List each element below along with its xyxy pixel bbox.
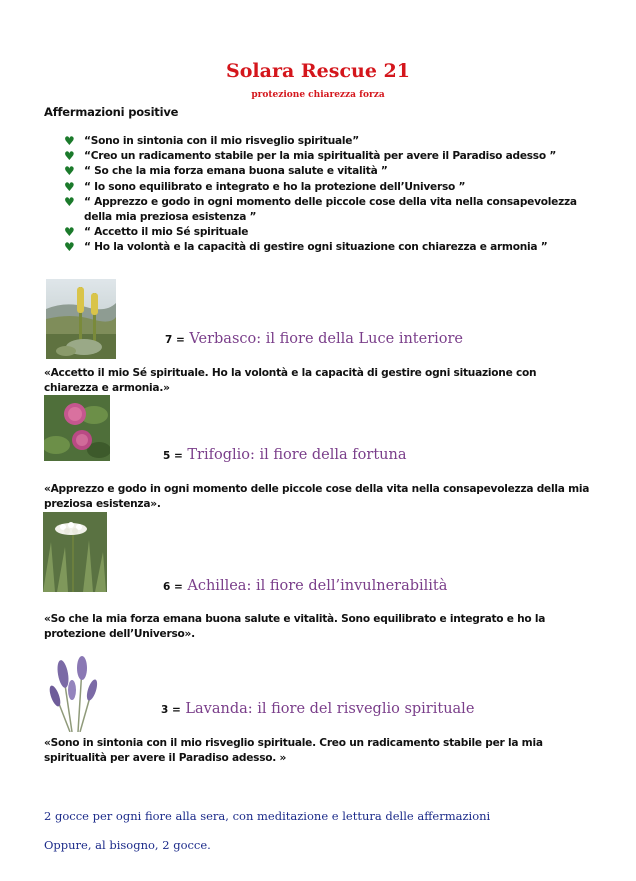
- list-item: [64, 180, 594, 195]
- flower-quote-lavanda: «Sono in sintonia con il mio risveglio spirituale. Creo un radicamento stabile per la mia spiritualità per avere il Paradiso adesso. »: [44, 737, 543, 764]
- affirmations-list: [64, 134, 594, 256]
- flower-heading-achillea: [163, 578, 447, 594]
- achillea-photo: [43, 512, 107, 592]
- usage-note: 2 gocce per ogni fiore alla sera, con meditazione e lettura delle affermazioni: [44, 809, 491, 823]
- flower-quote-achillea: «So che la mia forza emana buona salute e vitalità. Sono equilibrato e integrato e ho la protezione dell’Universo».: [44, 613, 546, 640]
- affirmation-text: “Sono in sintonia con il mio risveglio spirituale”: [84, 135, 359, 147]
- flower-quote-trifoglio: «Apprezzo e godo in ogni momento delle piccole cose della vita nella consapevolezza della mia preziosa esistenza».: [44, 483, 590, 510]
- flower-number: 6 =: [163, 581, 183, 593]
- flower-heading-lavanda: [161, 701, 474, 717]
- flower-title: Verbasco: il fiore della Luce interiore: [189, 331, 464, 347]
- affirmation-text: “Creo un radicamento stabile per la mia spiritualità per avere il Paradiso adesso ”: [84, 150, 557, 163]
- green-heart-icon: ♥: [64, 149, 75, 164]
- green-heart-icon: ♥: [64, 240, 75, 255]
- flower-number: 3 =: [161, 704, 181, 716]
- affirmation-text: “ Accetto il mio Sé spirituale: [84, 226, 249, 239]
- green-heart-icon: ♥: [64, 225, 75, 240]
- affirmation-text: “ Io sono equilibrato e integrato e ho la protezione dell’Universo ”: [84, 180, 466, 193]
- green-heart-icon: ♥: [64, 134, 75, 148]
- list-item: [64, 225, 594, 240]
- flower-quote-verbasco: «Accetto il mio Sé spirituale. Ho la volontà e la capacità di gestire ogni situazione con chiarezza e armonia.»: [44, 367, 537, 394]
- list-item: [64, 149, 594, 164]
- flower-title: Lavanda: il fiore del risveglio spirituale: [185, 701, 475, 717]
- usage-note-alt: Oppure, al bisogno, 2 gocce.: [44, 838, 211, 852]
- verbasco-photo: [46, 279, 116, 359]
- lavanda-photo: [46, 656, 102, 732]
- page-title: Solara Rescue 21: [226, 60, 410, 82]
- flower-number: 7 =: [165, 334, 185, 346]
- green-heart-icon: ♥: [64, 179, 75, 194]
- flower-heading-trifoglio: [163, 447, 406, 463]
- affirmation-text: “ Apprezzo e godo in ogni momento delle piccole cose della vita nella consapevolezza della mia preziosa esistenza ”: [84, 195, 577, 224]
- list-item: [64, 240, 594, 255]
- affirmation-text: “ Ho la volontà e la capacità di gestire ogni situazione con chiarezza e armonia ”: [84, 241, 548, 254]
- flower-heading-verbasco: [165, 331, 463, 347]
- list-item: [64, 195, 594, 225]
- list-item: [64, 134, 594, 149]
- page-subtitle: protezione chiarezza forza: [251, 90, 385, 100]
- green-heart-icon: ♥: [64, 194, 75, 209]
- affirmations-heading: Affermazioni positive: [44, 105, 179, 119]
- list-item: [64, 164, 594, 179]
- affirmation-text: “ So che la mia forza emana buona salute e vitalità ”: [84, 165, 388, 178]
- flower-title: Achillea: il fiore dell’invulnerabilità: [187, 578, 448, 594]
- flower-number: 5 =: [163, 450, 183, 462]
- green-heart-icon: ♥: [64, 164, 75, 179]
- flower-title: Trifoglio: il fiore della fortuna: [187, 447, 407, 463]
- trifoglio-photo: [44, 395, 110, 461]
